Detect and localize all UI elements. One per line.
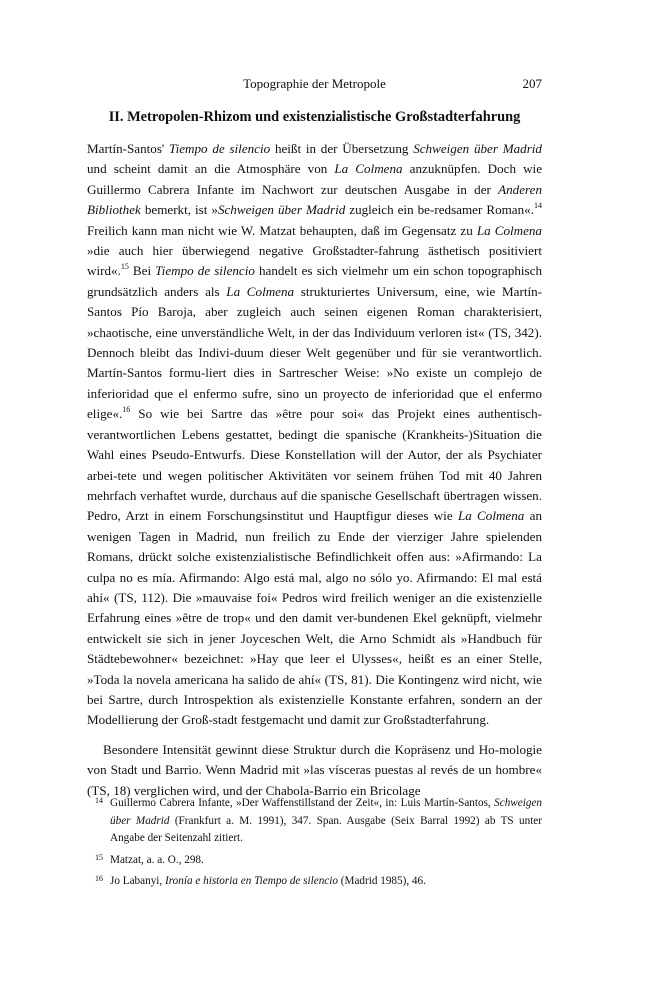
- text-run: zugleich ein be-redsamer Roman«.: [345, 202, 534, 218]
- text-run: Matzat, a. a. O., 298.: [110, 853, 204, 866]
- text-run: Martín-Santos': [87, 141, 170, 156]
- text-run: heißt in der Übersetzung: [270, 141, 414, 156]
- footnote-ref-14[interactable]: 14: [533, 201, 542, 211]
- paragraph-2: Besondere Intensität gewinnt diese Struktur durch die Kopräsenz und Ho-mologie von Stadt und Barrio. Wenn Madrid mit »las vísceras puestas al revés de un hombre« (TS, 18) verglichen wird, und der Chabola-Barrio ein Bricolage: [87, 741, 542, 798]
- text-run: anzuknüpfen. Doch wie Guillermo Cabrera Infante im Nachwort zur deutschen Ausgabe in der: [87, 161, 543, 197]
- text-run: Bei: [128, 263, 156, 279]
- section-heading: II. Metropolen-Rhizom und existenzialistische Großstadterfahrung: [108, 109, 521, 125]
- running-title: Topographie der Metropole: [243, 76, 386, 91]
- footnote-16: [87, 873, 542, 891]
- text-run: »die auch hier überwiegend negative Großstadter-fahrung ästhetisch positiviert wird«.: [87, 243, 542, 279]
- italic-title: La Colmena: [226, 283, 295, 299]
- italic-title: Tiempo de silencio: [155, 263, 255, 279]
- footnote-15: [87, 852, 542, 870]
- italic-title: La Colmena: [476, 222, 542, 238]
- italic-title: Ironía e historia en Tiempo de silencio: [165, 875, 338, 887]
- footnote-text: [110, 795, 542, 848]
- footnote-text: [110, 852, 542, 870]
- paragraph-1: [87, 139, 542, 731]
- footnote-ref-15[interactable]: 15: [120, 262, 129, 272]
- footnote-text: [110, 873, 542, 891]
- text-run: strukturiertes Universum, eine, wie Martín-Santos Pío Baroja, aber zugleich auch seinen eigenen Roman charakterisiert, »chaotische, eine unverständliche Welt, in der das Individuum verloren ist« (TS, 342). Dennoch bleibt das Indivi-duum dieser Welt gegenüber und für sie verantwortlich. Martín-Santos formu-liert dies in Sartrescher Weise: »No existe un complejo de inferioridad que el enfermo sufre, sino un proyecto de inferioridad que el enfermo elige«.: [87, 283, 543, 422]
- text-run: Guillermo Cabrera Infante, »Der Waffenstillstand der Zeit«, in: Luis Martín-Santos,: [110, 797, 495, 809]
- italic-title: La Colmena: [457, 508, 525, 524]
- text-run: bemerkt, ist »: [140, 202, 218, 218]
- footnotes: [87, 795, 542, 895]
- text-run: Jo Labanyi,: [110, 875, 165, 887]
- italic-title: Anderen Bibliothek: [87, 181, 542, 218]
- text-run: (Madrid 1985), 46.: [337, 875, 426, 887]
- text-run: (Frankfurt a. M. 1991), 347. Span. Ausgabe (Seix Barral 1992) ab TS unter Angabe der Seitenzahl zitiert.: [110, 814, 542, 844]
- footnote-ref-16[interactable]: 16: [122, 405, 131, 415]
- italic-title: Tiempo de silencio: [169, 141, 271, 156]
- text-run: So wie bei Sartre das »être pour soi« das Projekt eines authentisch-verantwortlichen Lebens gestattet, bedingt die spanische (Krankheits-)Situation die Wahl eines Pseudo-Entwurfs. Diese Konstellation will der Autor, der als Psychiater arbei-tete und wegen politischer Aktivitäten vor seinem frühen Tod mit 40 Jahren mehrfach verhaftet wurde, durchaus auf die spanische Gesellschaft übertragen wissen. Pedro, Arzt in einem Forschungsinstitut und Hauptfigur dieses wie: [87, 406, 542, 524]
- page-number: 207: [522, 76, 542, 91]
- italic-title: Schweigen über Madrid: [217, 202, 346, 218]
- footnote-number: 16: [95, 874, 103, 883]
- footnote-number: 14: [95, 796, 103, 805]
- text-run: an wenigen Tagen in Madrid, nun freilich zu Ende der vierziger Jahre spielenden Romans, drückt solche existenzialistische Befindlichkeit offen aus: »Afirmando: La culpa no es mía. Afirmando: Algo está mal, algo no sólo yo. Afirmando: El mal está ahí« (TS, 112). Die »mauvaise foi« Pedros wird freilich weniger an die existenzielle Erfahrung eines »être de trop« und den damit ver-bundenen Ekel geknüpft, vielmehr entwickelt sie sich in jener Joyceschen Welt, die Arno Schmidt als »Handbuch für Städtebewohner« bezeichnet: »Hay que leer el Ulysses«, heißt es an einer Stelle, »Toda la novela americana ha salido de ahí« (TS, 81). Die Kontingenz wird nicht, wie bei Sartre, durch Introspektion als existenzielle Konstante erfahren, sondern an der Modellierung der Groß-stadt festgemacht und damit zur Großstadterfahrung.: [87, 508, 542, 728]
- footnote-14: [87, 795, 542, 848]
- text-run: und scheint damit an die Atmosphäre von: [87, 161, 335, 177]
- text-run: Freilich kann man nicht wie W. Matzat behaupten, daß im Gegensatz zu: [87, 222, 477, 238]
- footnote-number: 15: [95, 852, 103, 862]
- italic-title: Schweigen über Madrid: [110, 797, 542, 827]
- body-text: [87, 139, 542, 801]
- italic-title: La Colmena: [334, 161, 403, 177]
- italic-title: Schweigen über Madrid: [413, 141, 542, 156]
- text-run: handelt es sich vielmehr um ein schon topographisch grundsätzlich anders als: [87, 263, 542, 299]
